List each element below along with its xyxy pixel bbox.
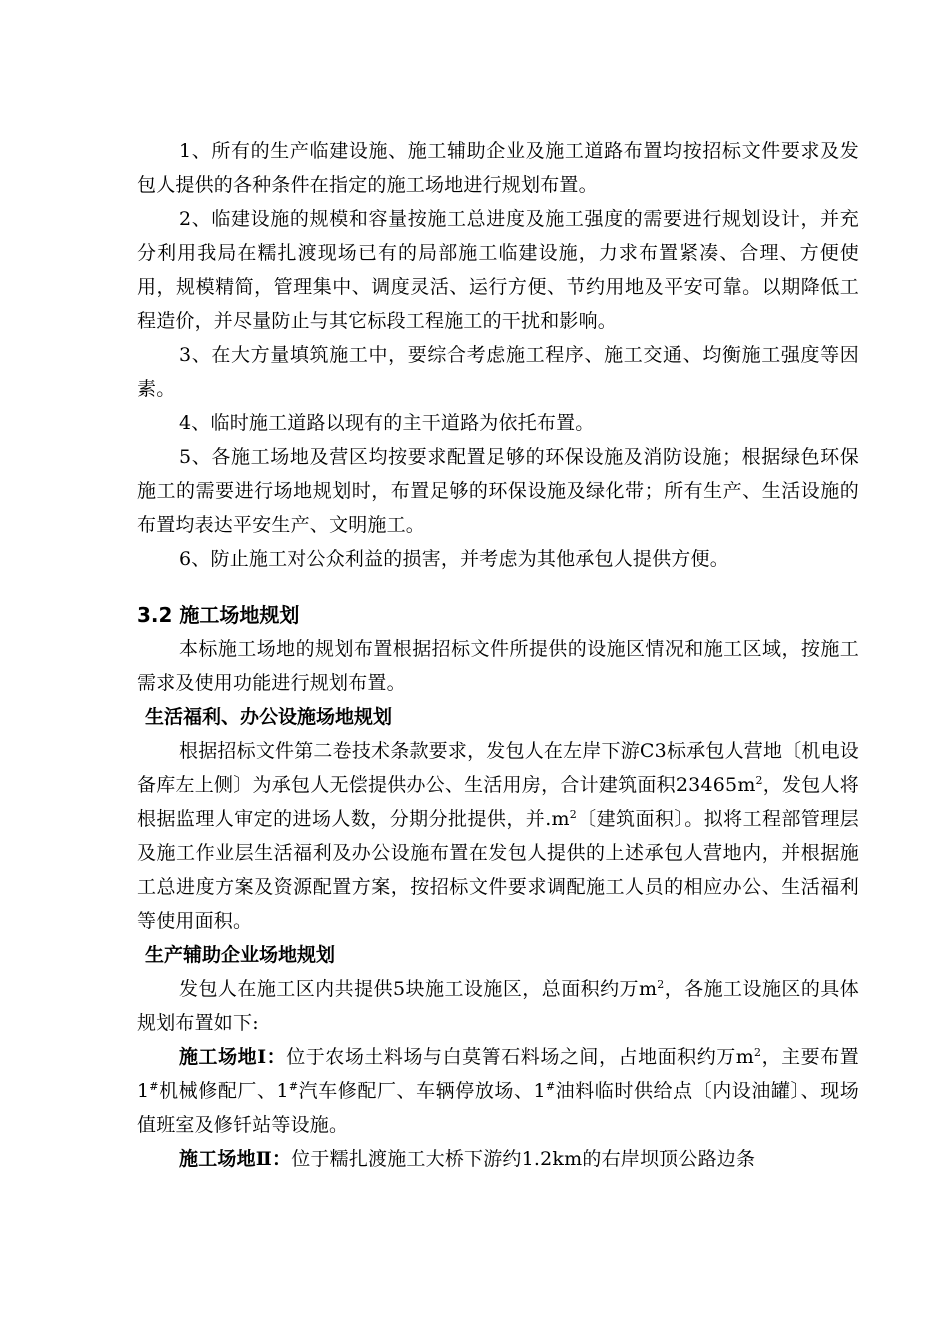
section-title: 3.2 施工场地规划 xyxy=(137,603,300,627)
living-text-2: ，发包人将根据监理人审定的进场人数，分期分批提供，并.m xyxy=(137,774,859,830)
principle-5: 5、各施工场地及营区均按要求配置足够的环保设施及消防设施；根据绿色环保施工的需要进行场地规划时，布置足够的环保设施及绿化带；所有生产、生活设施的布置均表达平安生产、文明施工。 xyxy=(137,446,859,536)
section-spacer xyxy=(137,576,859,598)
site-1-text-4: 汽车修配厂、车辆停放场、1 xyxy=(298,1080,546,1102)
principle-1: 1、所有的生产临建设施、施工辅助企业及施工道路布置均按招标文件要求及发包人提供的各种条件在指定的施工场地进行规划布置。 xyxy=(137,140,859,196)
site-1-sup-2: # xyxy=(149,1080,159,1093)
site-1-sup-4: # xyxy=(545,1080,556,1093)
site-1-paragraph xyxy=(137,1040,859,1142)
living-heading: 生活福利、办公设施场地规划 xyxy=(145,706,393,728)
principle-6: 6、防止施工对公众利益的损害，并考虑为其他承包人提供方便。 xyxy=(179,548,729,570)
site-1-sup-1: 2 xyxy=(754,1046,762,1059)
production-heading: 生产辅助企业场地规划 xyxy=(145,944,336,966)
site-1-text-1: 位于农场土料场与白莫箐石料场之间，占地面积约万m xyxy=(286,1046,755,1068)
living-paragraph xyxy=(137,734,859,938)
site-2-paragraph xyxy=(137,1142,859,1176)
principle-4: 4、临时施工道路以现有的主干道路为依托布置。 xyxy=(179,412,595,434)
principle-2: 2、临建设施的规模和容量按施工总进度及施工强度的需要进行规划设计，并充分利用我局在糯扎渡现场已有的局部施工临建设施，力求布置紧凑、合理、方便使用，规模精简，管理集中、调度灵活、运行方便、节约用地及平安可靠。以期降低工程造价，并尽量防止与其它标段工程施工的干扰和影响。 xyxy=(137,208,859,332)
living-text-1: 根据招标文件第二卷技术条款要求，发包人在左岸下游C3标承包人营地〔机电设备库左上侧〕为承包人无偿提供办公、生活用房，合计建筑面积23465m xyxy=(137,740,859,796)
production-paragraph xyxy=(137,972,859,1040)
site-1-sup-3: # xyxy=(288,1080,299,1093)
section-intro: 本标施工场地的规划布置根据招标文件所提供的设施区情况和施工区域，按施工需求及使用功能进行规划布置。 xyxy=(137,638,859,694)
document-page xyxy=(137,134,859,1176)
site-1-label: 施工场地Ⅰ： xyxy=(179,1046,287,1068)
production-sup-1: 2 xyxy=(657,978,665,991)
production-text-1: 发包人在施工区内共提供5块施工设施区，总面积约万m xyxy=(179,978,658,1000)
site-1-text-5: 油料临时供给点〔内设油罐〕、现场值班室及修钎站等设施。 xyxy=(137,1080,859,1136)
principle-3: 3、在大方量填筑施工中，要综合考虑施工程序、施工交通、均衡施工强度等因素。 xyxy=(137,344,859,400)
site-1-text-2: ，主要布置1 xyxy=(137,1046,859,1102)
living-text-3: 〔建筑面积〕。拟将工程部管理层及施工作业层生活福利及办公设施布置在发包人提供的上述承包人营地内，并根据施工总进度方案及资源配置方案，按招标文件要求调配施工人员的相应办公、生活福利等使用面积。 xyxy=(137,808,859,932)
living-sup-1: 2 xyxy=(755,774,763,787)
site-2-label: 施工场地Ⅱ： xyxy=(179,1148,292,1170)
living-sup-2: 2 xyxy=(569,808,577,821)
site-2-text-1: 位于糯扎渡施工大桥下游约1.2km的右岸坝顶公路边条 xyxy=(291,1148,756,1170)
production-text-2: ，各施工设施区的具体规划布置如下: xyxy=(137,978,859,1034)
site-1-text-3: 机械修配厂、1 xyxy=(158,1080,289,1102)
